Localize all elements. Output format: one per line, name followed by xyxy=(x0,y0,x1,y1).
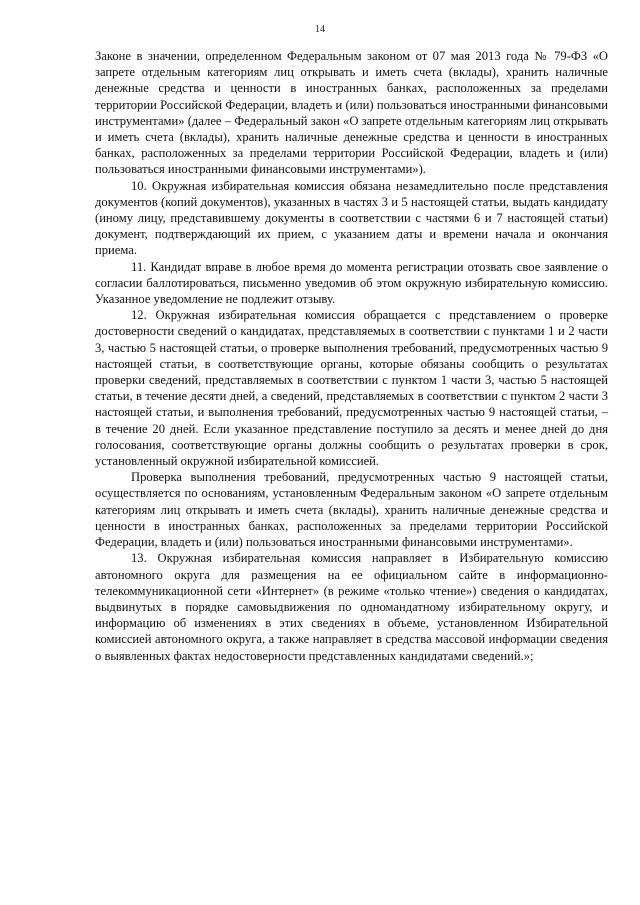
page-number: 14 xyxy=(315,24,325,35)
paragraph-item-11: 11. Кандидат вправе в любое время до момента регистрации отозвать свое заявление о согласии баллотироваться, письменно уведомив об этом окружную избирательную комиссию. Указанное уведомление не подлежит отзыву. xyxy=(95,259,608,307)
document-body xyxy=(95,48,608,664)
paragraph-item-12: 12. Окружная избирательная комиссия обращается с представлением о проверке достоверности сведений о кандидатах, представляемых в соответствии с пунктами 1 и 2 части 3, частью 5 настоящей статьи, о проверке выполнения требований, предусмотренных частью 9 настоящей статьи, в соответствующие органы, которые обязаны сообщить о результатах проверки сведений, представляемых в соответствии с пунктом 1 части 3, частью 5 настоящей статьи, в течение десяти дней, а сведений, представляемых в соответствии с пунктом 2 части 3 настоящей статьи, и выполнения требований, предусмотренных частью 9 настоящей статьи, – в течение 20 дней. Если указанное представление поступило за десять и менее дней до дня голосования, соответствующие органы должны сообщить о результатах проверки в срок, установленный окружной избирательной комиссией. xyxy=(95,308,608,469)
paragraph-law-reference: Законе в значении, определенном Федеральным законом от 07 мая 2013 года № 79-ФЗ «О запрете отдельным категориям лиц открывать и иметь счета (вклады), хранить наличные денежные средства и ценности в иностранных банках, расположенных за пределами территории Российской Федерации, владеть и (или) пользоваться иностранными финансовыми инструментами» (далее – Федеральный закон «О запрете отдельным категориям лиц открывать и иметь счета (вклады), хранить наличные денежные средства и ценности в иностранных банках, расположенных за пределами территории Российской Федерации, владеть и (или) пользоваться иностранными финансовыми инструментами»). xyxy=(95,49,608,177)
paragraph-item-13: 13. Окружная избирательная комиссия направляет в Избирательную комиссию автономного округа для размещения на ее официальном сайте в информационно-телекоммуникационной сети «Интернет» (в режиме «только чтение») сведения о кандидатах, выдвинутых в порядке самовыдвижения по одномандатному избирательному округу, и информацию об изменениях в этих сведениях в объеме, установленном Избирательной комиссией автономного округа, а также направляет в средства массовой информации сведения о выявленных фактах недостоверности представленных кандидатами сведений.»; xyxy=(95,551,608,663)
paragraph-item-10: 10. Окружная избирательная комиссия обязана незамедлительно после представления документов (копий документов), указанных в частях 3 и 5 настоящей статьи, выдать кандидату (иному лицу, представившему документы в соответствии с частями 6 и 7 настоящей статьи) документ, подтверждающий их прием, с указанием даты и времени начала и окончания приема. xyxy=(95,178,608,258)
paragraph-item-12-check: Проверка выполнения требований, предусмотренных частью 9 настоящей статьи, осуществляется по основаниям, установленным Федеральным законом «О запрете отдельным категориям лиц открывать и иметь счета (вклады), хранить наличные денежные средства и ценности в иностранных банках, расположенных за пределами территории Российской Федерации, владеть и (или) пользоваться иностранными финансовыми инструментами». xyxy=(95,470,608,550)
